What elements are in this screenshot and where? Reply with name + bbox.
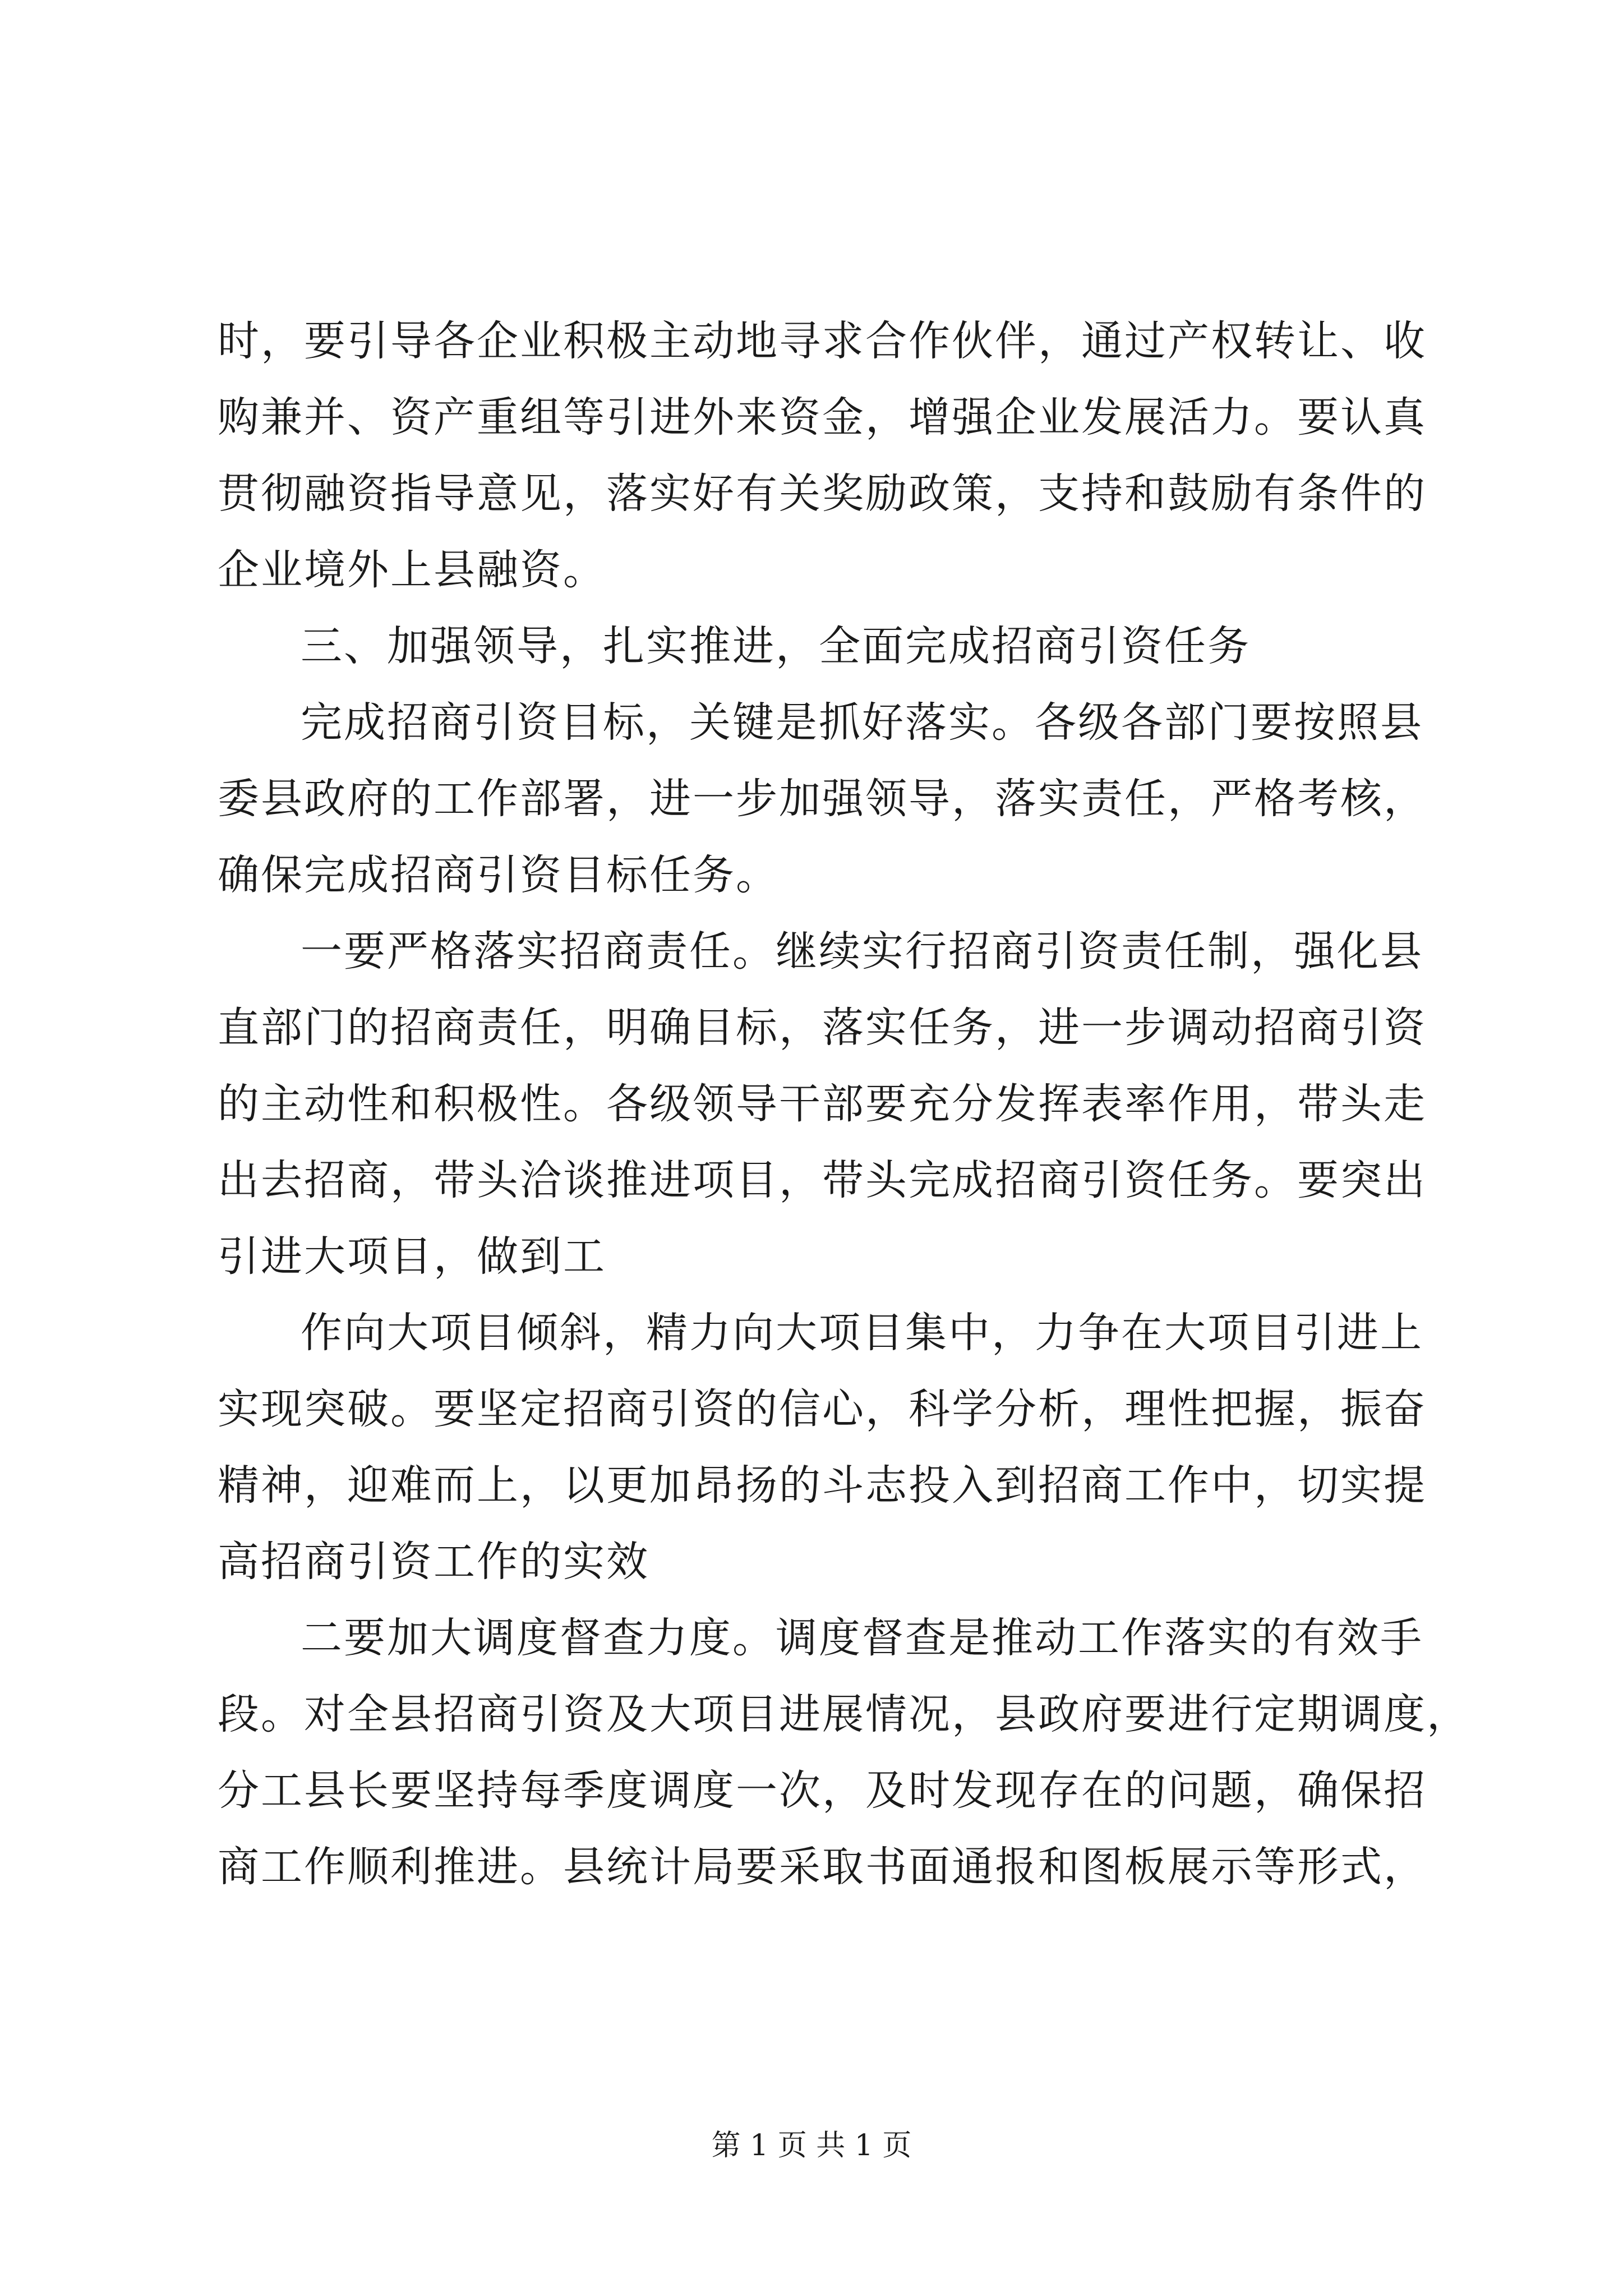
text-line: 作向大项目倾斜，精力向大项目集中，力争在大项目引进上 xyxy=(301,1309,1423,1357)
text-line: 段。对全县招商引资及大项目进展情况，县政府要进行定期调度， xyxy=(218,1690,1470,1738)
text-line: 精神，迎难而上，以更加昂扬的斗志投入到招商工作中，切实提 xyxy=(218,1461,1427,1510)
body-text xyxy=(218,303,1470,1905)
text-line: 引进大项目，做到工 xyxy=(218,1232,606,1281)
text-line: 出去招商，带头洽谈推进项目，带头完成招商引资任务。要突出 xyxy=(218,1156,1427,1204)
text-line: 购兼并、资产重组等引进外来资金，增强企业发展活力。要认真 xyxy=(218,393,1427,441)
text-line: 实现突破。要坚定招商引资的信心，科学分析，理性把握，振奋 xyxy=(218,1385,1427,1433)
text-line: 企业境外上县融资。 xyxy=(218,546,606,594)
text-line: 完成招商引资目标，关键是抓好落实。各级各部门要按照县 xyxy=(301,698,1423,747)
text-line: 一要严格落实招商责任。继续实行招商引资责任制，强化县 xyxy=(301,927,1423,976)
section-heading: 三、加强领导，扎实推进，全面完成招商引资任务 xyxy=(301,622,1251,670)
page-footer: 第 1 页 共 1 页 xyxy=(711,2129,912,2162)
text-line: 直部门的招商责任，明确目标，落实任务，进一步调动招商引资 xyxy=(218,1004,1427,1052)
text-line: 贯彻融资指导意见，落实好有关奖励政策，支持和鼓励有条件的 xyxy=(218,470,1427,518)
text-line: 委县政府的工作部署，进一步加强领导，落实责任，严格考核， xyxy=(218,775,1427,823)
text-line: 确保完成招商引资目标任务。 xyxy=(218,851,779,899)
text-line: 时，要引导各企业积极主动地寻求合作伙伴，通过产权转让、收 xyxy=(218,317,1427,365)
text-line: 高招商引资工作的实效 xyxy=(218,1538,649,1586)
text-line: 分工县长要坚持每季度调度一次，及时发现存在的问题，确保招 xyxy=(218,1766,1427,1815)
text-line: 商工作顺利推进。县统计局要采取书面通报和图板展示等形式， xyxy=(218,1843,1427,1891)
text-line: 二要加大调度督查力度。调度督查是推动工作落实的有效手 xyxy=(301,1614,1423,1662)
text-line: 的主动性和积极性。各级领导干部要充分发挥表率作用，带头走 xyxy=(218,1080,1427,1128)
